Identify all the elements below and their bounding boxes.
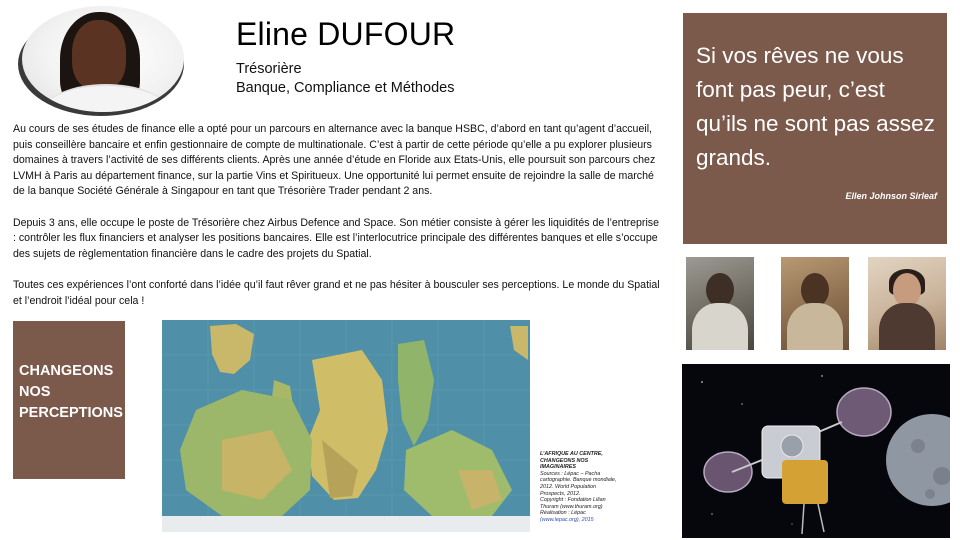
photo-3-head bbox=[893, 273, 921, 307]
quote-text: Si vos rêves ne vous font pas peur, c’est qu’ils ne sont pas assez grands. bbox=[696, 43, 935, 170]
biography bbox=[13, 122, 663, 325]
person-name: Eline DUFOUR bbox=[236, 16, 456, 52]
map-graphic bbox=[162, 320, 530, 532]
solar-panel-right bbox=[837, 388, 891, 436]
map-caption-copyright: Copyright : Fondation Lilian Thuram (www.thuram.org) bbox=[540, 497, 606, 510]
solar-panel-left bbox=[704, 452, 752, 492]
historic-photo-3 bbox=[868, 257, 946, 350]
moon bbox=[886, 414, 950, 506]
callout-line-3: PERCEPTIONS bbox=[19, 405, 123, 421]
photo-2-body bbox=[787, 303, 843, 350]
map-caption-sources: Sources : Lépac – Pacha cartographie. Banque mondiale, 2012. World Population Prospects, 2012. bbox=[540, 470, 617, 497]
bio-paragraph-3: Toutes ces expériences l’ont conforté dans l’idée qu’il faut rêver grand et ne pas hésiter à bousculer ses perceptions. Le monde du Spatial et l’endroit l’idéal pour cela ! bbox=[13, 278, 660, 307]
spacecraft-image bbox=[682, 364, 950, 538]
bio-paragraph-2: Depuis 3 ans, elle occupe le poste de Trésorière chez Airbus Defence and Space. Son métier consiste à gérer les liquidités de l’entreprise : contrôler les flux financiers et analyser les positions bancaires. Elle est l’interlocutrice principale des différentes banques et elle s’occupe des sujets de règlementation financière dans le cadre des projets du Spatial. bbox=[13, 216, 659, 260]
photo-1-body bbox=[692, 303, 748, 350]
callout-box bbox=[13, 321, 125, 479]
portrait-photo bbox=[22, 6, 184, 112]
historic-photo-1 bbox=[686, 257, 754, 350]
upside-down-world-map bbox=[162, 320, 530, 532]
thermal-blanket bbox=[782, 460, 828, 504]
quote-author: Ellen Johnson Sirleaf bbox=[845, 191, 937, 201]
spacecraft-graphic bbox=[682, 364, 950, 538]
photo-3-body bbox=[879, 303, 935, 350]
photo-2-head bbox=[801, 273, 829, 307]
spacecraft bbox=[704, 388, 891, 534]
portrait-face bbox=[72, 20, 126, 90]
callout-line-2: NOS bbox=[19, 384, 51, 400]
map-australia bbox=[210, 324, 254, 374]
person-department: Banque, Compliance et Méthodes bbox=[236, 80, 455, 96]
map-caption-title: L’AFRIQUE AU CENTRE, CHANGEONS NOS IMAGINAIRES bbox=[540, 451, 603, 471]
map-north-america bbox=[404, 430, 512, 516]
photo-1-head bbox=[706, 273, 734, 307]
map-caption-realisation: Réalisation : Lépac bbox=[540, 510, 586, 517]
quote-box bbox=[683, 13, 947, 244]
bio-paragraph-1: Au cours de ses études de finance elle a opté pour un parcours en alternance avec la banque HSBC, d’abord en tant qu’agent d’accueil, puis conseillère bancaire et enfin gestionnaire de compte de multinationale. C’est à partir de cette période qu’elle a pu explorer plusieurs domaines à travers l’activité de ses différents clients. Après une année d’étude en Floride aux Etats-Unis, elle poursuit son parcours chez LVMH à Paris au département finance, sur la partie Vins et Spiritueux. Une opportunité lui permet ensuite de rejoindre la salle de marché de la banque Société Générale à Singapour en tant que Trésorière Trader pendant 2 ans. bbox=[13, 123, 656, 198]
person-role: Trésorière bbox=[236, 61, 302, 77]
map-caption bbox=[540, 451, 620, 524]
callout-line-1: CHANGEONS bbox=[19, 363, 114, 379]
map-south-america bbox=[398, 340, 434, 446]
map-caption-link[interactable]: (www.lepac.org), 2015 bbox=[540, 516, 594, 523]
map-polar-ice bbox=[162, 516, 530, 532]
historic-photo-2 bbox=[781, 257, 849, 350]
